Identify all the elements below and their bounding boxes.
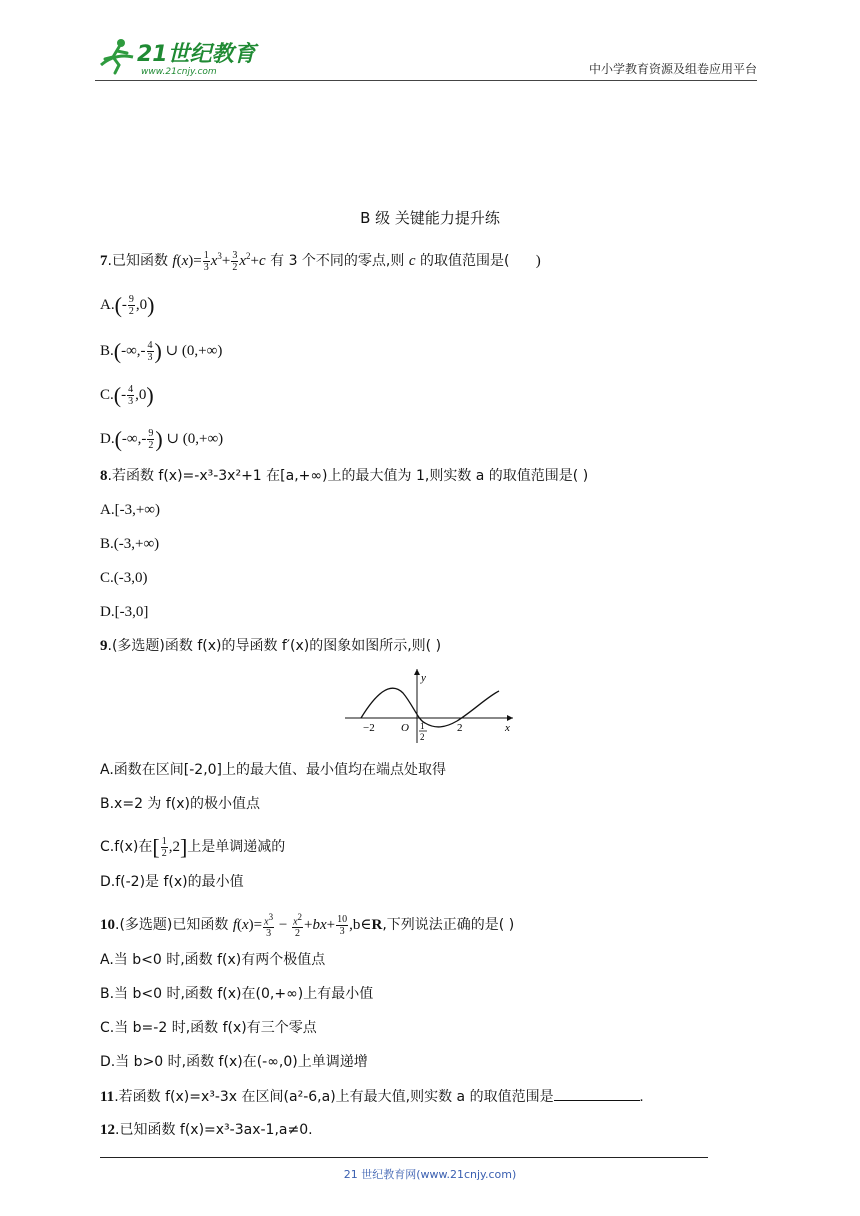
question-8: 8.若函数 f(x)=-x³-3x²+1 在[a,+∞)上的最大值为 1,则实数 a 的取值范围是( ) [100,468,589,484]
derivative-graph [345,665,520,745]
section-title: B 级 关键能力提升练 [360,209,500,227]
q10-option-a[interactable]: A.当 b<0 时,函数 f(x)有两个极值点 [100,952,326,968]
header-platform-text: 中小学教育资源及组卷应用平台 [588,62,757,76]
q9-option-d[interactable]: D.f(-2)是 f(x)的最小值 [100,874,244,890]
derivative-curve [361,688,499,727]
y-axis-arrow [414,669,420,675]
origin-label: O [401,722,409,734]
footer-text[interactable]: 21 世纪教育网(www.21cnjy.com) [343,1168,517,1181]
answer-blank[interactable] [554,1086,640,1101]
site-logo [95,35,265,77]
q9-option-b[interactable]: B.x=2 为 f(x)的极小值点 [100,796,261,812]
q7-option-c[interactable]: C.(- $\frac{4}{3}$ ,0) [100,382,154,408]
question-9: 9.(多选题)函数 f(x)的导函数 f′(x)的图象如图所示,则( ) [100,638,442,654]
tick-label-neg2: −2 [363,722,375,734]
header-divider [95,80,757,81]
x-axis-arrow [507,715,513,721]
footer-divider [100,1157,708,1158]
q7-option-d[interactable]: D.(-∞,- $\frac{9}{2}$ ) ∪ (0,+∞) [100,426,224,452]
q9-option-a[interactable]: A.函数在区间[-2,0]上的最大值、最小值均在端点处取得 [100,762,447,778]
page-header [95,35,760,80]
x-label: x [505,722,510,734]
q8-option-b[interactable]: B.(-3,+∞) [100,536,160,552]
question-10: 10.(多选题)已知函数 f(x)= $\frac{x^3}{3}$ − $\frac{x^2}{2}$ +bx+ $\frac{10}{3}$ ,b∈R,下列说法正确的是( ) [100,912,515,940]
question-12: 12.已知函数 f(x)=x³-3ax-1,a≠0. [100,1122,313,1138]
q8-option-c[interactable]: C.(-3,0) [100,570,148,586]
question-11: 11.若函数 f(x)=x³-3x 在区间(a²-6,a)上有最大值,则实数 a 的取值范围是 . [100,1086,643,1107]
q7-option-b[interactable]: B.(-∞,- $\frac{4}{3}$ ) ∪ (0,+∞) [100,338,223,364]
tick-label-half-den: 2 [420,732,425,742]
y-label: y [421,672,426,684]
logo-url: www.21cnjy.com [141,67,217,77]
q8-option-d[interactable]: D.[-3,0] [100,604,149,620]
logo-text: 21世纪教育 [137,42,256,67]
q10-option-b[interactable]: B.当 b<0 时,函数 f(x)在(0,+∞)上有最小值 [100,986,374,1002]
tick-label-2: 2 [457,722,463,734]
q7-option-a[interactable]: A.(- $\frac{9}{2}$ ,0) [100,292,155,318]
q9-option-c[interactable]: C.f(x)在[ $\frac{1}{2}$ ,2]上是单调递减的 [100,834,286,860]
q10-option-c[interactable]: C.当 b=-2 时,函数 f(x)有三个零点 [100,1020,317,1036]
q8-option-a[interactable]: A.[-3,+∞) [100,502,160,518]
q10-option-d[interactable]: D.当 b>0 时,函数 f(x)在(-∞,0)上单调递增 [100,1054,368,1070]
tick-label-half-num: 1 [420,721,425,731]
question-7: 7.已知函数 f(x)= $\frac{1}{3}$ $x^3+$ $\frac{3}{2}$ $x^2+c$ 有 3 个不同的零点,则 c 的取值范围是( ) [100,250,541,274]
